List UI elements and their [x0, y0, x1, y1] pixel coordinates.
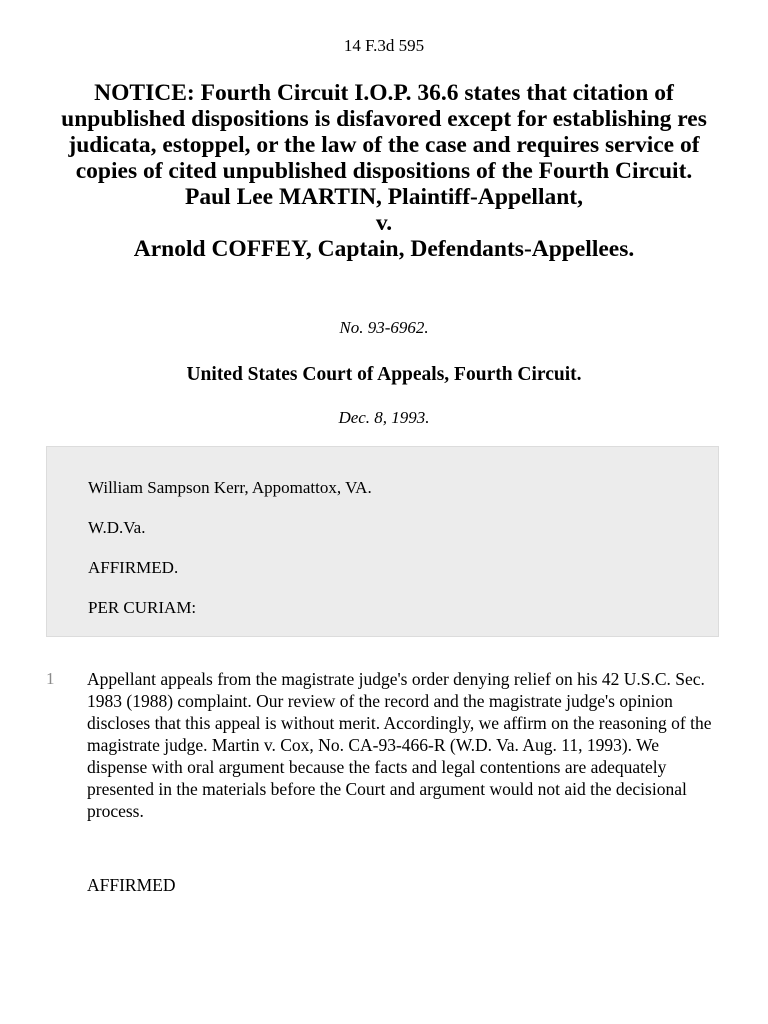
reporter-citation: 14 F.3d 595 — [343, 36, 425, 55]
opinion-paragraph: Appellant appeals from the magistrate judge's order denying relief on his 42 U.S.C. Sec. 1983 (1988) complaint. Our review of the record and the magistrate judge's opinion discloses that this appeal is without merit. Accordingly, we affirm on the reasoning of the magistrate judge. Martin v. Cox, No. CA-93-466-R (W.D. Va. Aug. 11, 1993). We dispense with oral argument because the facts and legal contentions are adequately presented in the materials before the Court and argument would not aid the decisional process. — [87, 669, 712, 821]
notice-text: NOTICE: Fourth Circuit I.O.P. 36.6 states that citation of unpublished dispositions is disfavored except for establishing res judicata, estoppel, or the law of the case and requires service of copies of cited unpublished dispositions of the Fourth Circuit. — [61, 80, 707, 184]
case-info-box — [46, 446, 719, 637]
defendant-name: Arnold COFFEY, Captain, Defendants-Appellees. — [133, 236, 635, 262]
counsel-line: William Sampson Kerr, Appomattox, VA. — [88, 478, 372, 497]
per-curiam-line: PER CURIAM: — [88, 598, 197, 617]
lower-court-line: W.D.Va. — [88, 518, 146, 537]
case-title-block — [40, 80, 728, 262]
paragraph-number: 1 — [46, 669, 55, 688]
plaintiff-name: Paul Lee MARTIN, Plaintiff-Appellant, — [184, 184, 583, 210]
docket-number: No. 93-6962. — [339, 318, 429, 337]
disposition-line: AFFIRMED. — [88, 558, 179, 577]
decision-date: Dec. 8, 1993. — [338, 408, 430, 427]
court-name: United States Court of Appeals, Fourth Circuit. — [186, 364, 582, 385]
versus-text: v. — [375, 210, 393, 236]
closing-disposition: AFFIRMED — [87, 875, 176, 895]
